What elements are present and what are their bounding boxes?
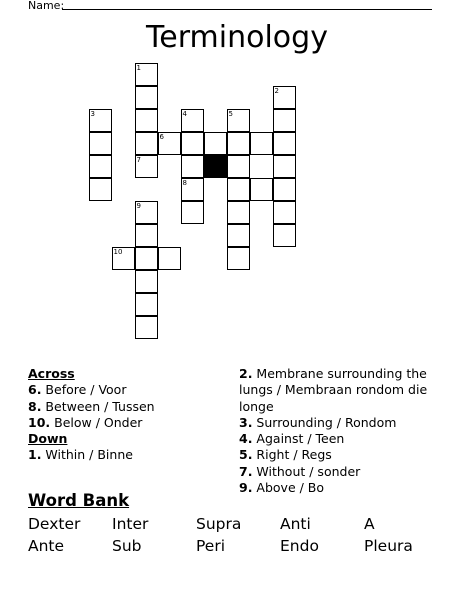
- word-bank-title: Word Bank: [28, 491, 130, 510]
- crossword-cell[interactable]: [227, 155, 250, 178]
- crossword-cell[interactable]: [273, 178, 296, 201]
- clue-number: 9: [136, 202, 141, 210]
- crossword-cell[interactable]: [181, 155, 204, 178]
- crossword-cell[interactable]: [227, 132, 250, 155]
- crossword-cell[interactable]: [158, 132, 181, 155]
- crossword-cell[interactable]: [135, 132, 158, 155]
- crossword-cell[interactable]: [135, 270, 158, 293]
- clue-down-5: 5. Right / Regs: [239, 447, 332, 463]
- crossword-cell[interactable]: [204, 132, 227, 155]
- crossword-cell[interactable]: [135, 63, 158, 86]
- crossword-cell[interactable]: [250, 132, 273, 155]
- crossword-cell[interactable]: [273, 86, 296, 109]
- word-bank-item: Sub: [112, 537, 142, 555]
- word-bank-item: A: [364, 515, 375, 533]
- crossword-cell[interactable]: [227, 178, 250, 201]
- crossword-cell[interactable]: [135, 109, 158, 132]
- crossword-cell[interactable]: [273, 224, 296, 247]
- word-bank-item: Anti: [280, 515, 311, 533]
- crossword-cell[interactable]: [273, 201, 296, 224]
- clues-right-column: [239, 366, 454, 496]
- clues-left-column: [28, 366, 228, 464]
- word-bank-item: Dexter: [28, 515, 81, 533]
- clue-down-3: 3. Surrounding / Rondom: [239, 414, 397, 430]
- clue-down-4: 4. Against / Teen: [239, 431, 345, 447]
- crossword-cell[interactable]: [89, 132, 112, 155]
- crossword-cell[interactable]: [227, 109, 250, 132]
- clue-across-6: 6. Before / Voor: [28, 382, 127, 398]
- crossword-cell[interactable]: [135, 155, 158, 178]
- across-heading: Across: [28, 366, 75, 381]
- clue-number: 5: [228, 110, 233, 118]
- crossword-cell[interactable]: [112, 247, 135, 270]
- crossword-cell[interactable]: [158, 247, 181, 270]
- clue-number: 6: [159, 133, 164, 141]
- crossword-cell[interactable]: [273, 132, 296, 155]
- crossword-cell[interactable]: [89, 155, 112, 178]
- crossword-cell[interactable]: [227, 247, 250, 270]
- crossword-cell[interactable]: [135, 86, 158, 109]
- crossword-cell[interactable]: [135, 224, 158, 247]
- word-bank-item: Pleura: [364, 537, 413, 555]
- crossword-cell[interactable]: [227, 224, 250, 247]
- word-bank: [28, 513, 468, 557]
- crossword-cell[interactable]: [89, 109, 112, 132]
- clue-across-8: 8. Between / Tussen: [28, 398, 155, 414]
- crossword-cell[interactable]: [273, 155, 296, 178]
- clue-number: 1: [136, 64, 141, 72]
- name-label: Name:: [28, 0, 65, 12]
- word-bank-item: Ante: [28, 537, 65, 555]
- word-bank-item: Inter: [112, 515, 149, 533]
- clue-number: 2: [274, 87, 279, 95]
- crossword-cell[interactable]: [181, 201, 204, 224]
- clue-across-10: 10. Below / Onder: [28, 414, 143, 430]
- crossword-cell[interactable]: [227, 201, 250, 224]
- clue-number: 7: [136, 156, 141, 164]
- clue-down-7: 7. Without / sonder: [239, 463, 361, 479]
- clue-number: 3: [90, 110, 95, 118]
- crossword-cell[interactable]: [181, 132, 204, 155]
- crossword-cell[interactable]: [89, 178, 112, 201]
- crossword-cell[interactable]: [181, 178, 204, 201]
- crossword-cell[interactable]: [135, 316, 158, 339]
- clue-down-2: 2. Membrane surrounding the lungs / Membraan rondom die longe: [239, 366, 428, 414]
- crossword-cell[interactable]: [250, 178, 273, 201]
- crossword-cell[interactable]: [135, 293, 158, 316]
- word-bank-item: Peri: [196, 537, 226, 555]
- clue-number: 10: [113, 248, 123, 256]
- crossword-block: [204, 155, 227, 178]
- clue-down-1: 1. Within / Binne: [28, 447, 133, 463]
- crossword-cell[interactable]: [181, 109, 204, 132]
- clue-number: 4: [182, 110, 187, 118]
- crossword-cell[interactable]: [273, 109, 296, 132]
- word-bank-item: Supra: [196, 515, 242, 533]
- crossword-cell[interactable]: [135, 201, 158, 224]
- clue-number: 8: [182, 179, 187, 187]
- crossword-cell[interactable]: [135, 247, 158, 270]
- clue-down-9: 9. Above / Bo: [239, 480, 325, 496]
- down-heading: Down: [28, 431, 68, 447]
- page-title: Terminology: [146, 20, 328, 55]
- word-bank-item: Endo: [280, 537, 319, 555]
